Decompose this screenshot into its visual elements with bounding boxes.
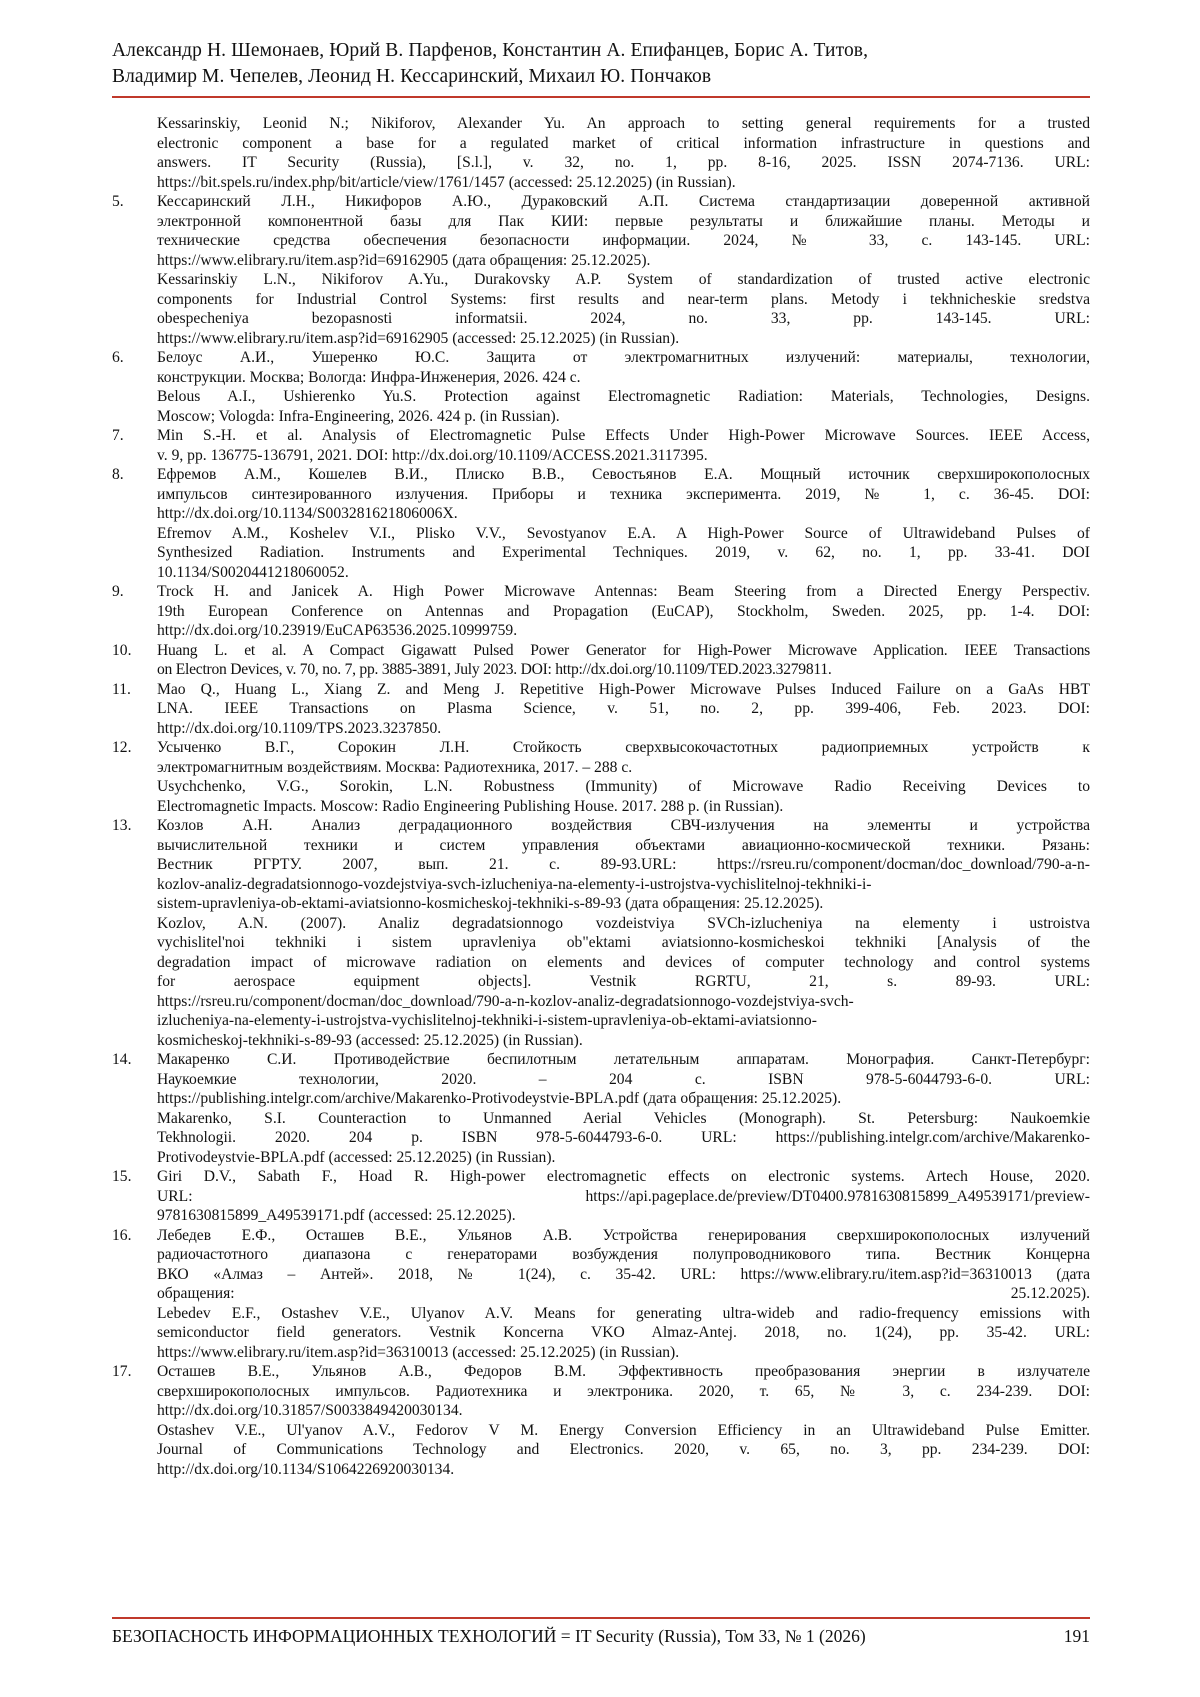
reference-line: Huang L. et al. A Compact Gigawatt Pulsed Power Generator for High-Power Microwave Application. IEEE Transactions	[157, 641, 1090, 659]
reference-item	[112, 738, 1090, 816]
reference-number: 5.	[112, 193, 124, 210]
reference-line: http://dx.doi.org/10.1134/S1064226920030134.	[157, 1460, 455, 1478]
reference-line: конструкции. Москва; Вологда: Инфра-Инженерия, 2026. 424 с.	[157, 368, 581, 386]
reference-line: технические средства обеспечения безопасности информации. 2024, № 33, с. 143-145. URL:	[157, 232, 1090, 249]
reference-item	[112, 1167, 1090, 1226]
reference-number: 16.	[112, 1226, 132, 1244]
reference-line: Ефремов А.М., Кошелев В.И., Плиско В.В., Севостьянов Е.А. Мощный источник сверхширокополосных	[157, 466, 1090, 483]
reference-item	[112, 1050, 1090, 1167]
reference-text	[157, 465, 1090, 582]
reference-line: obespecheniya bezopasnosti informatsii. 2024, no. 33, pp. 143-145. URL:	[157, 310, 1090, 327]
reference-line: kosmicheskoj-tekhniki-s-89-93 (accessed: 25.12.2025) (in Russian).	[157, 1031, 583, 1049]
reference-number	[112, 114, 157, 192]
journal-title: БЕЗОПАСНОСТЬ ИНФОРМАЦИОННЫХ ТЕХНОЛОГИЙ = IT Security (Russia), Том 33, № 1 (2026)	[112, 1626, 866, 1646]
reference-line: Ostashev V.E., Ul'yanov A.V., Fedorov V M. Energy Conversion Efficiency in an Ultrawideband Pulse Emitter.	[157, 1421, 1090, 1439]
reference-number: 14.	[112, 1051, 132, 1068]
reference-line: Electromagnetic Impacts. Moscow: Radio Engineering Publishing House. 2017. 288 p. (in Russian).	[157, 797, 784, 815]
reference-line: v. 9, pp. 136775-136791, 2021. DOI: http://dx.doi.org/10.1109/ACCESS.2021.3117395.	[157, 446, 708, 464]
footer-rule	[112, 1617, 1090, 1619]
reference-line: Lebedev E.F., Ostashev V.E., Ulyanov A.V. Means for generating ultra-wideb and radio-frequency emissions with	[157, 1304, 1090, 1322]
reference-line: on Electron Devices, v. 70, no. 7, pp. 3885-3891, July 2023. DOI: http://dx.doi.org/10.1109/TED.2023.3279811.	[157, 661, 832, 678]
reference-line: electronic component a base for a regulated market of critical information infrastructure in questions and	[157, 134, 1090, 152]
reference-line: Кессаринский Л.Н., Никифоров А.Ю., Дураковский А.П. Система стандартизации доверенной активной	[157, 193, 1090, 210]
reference-number: 12.	[112, 739, 132, 756]
reference-line: sistem-upravleniya-ob-ektami-aviatsionno-kosmicheskoj-tekhniki-s-89-93 (дата обращения: 25.12.2025).	[157, 895, 824, 912]
reference-line: обращения: 25.12.2025).	[157, 1285, 1090, 1302]
reference-text	[157, 641, 1090, 680]
reference-line: Козлов А.Н. Анализ деградационного воздействия СВЧ-излучения на элементы и устройства	[157, 817, 1090, 834]
reference-line: https://publishing.intelgr.com/archive/Makarenko-Protivodeystvie-BPLA.pdf (дата обращения: 25.12.2025).	[157, 1090, 842, 1107]
reference-number: 15.	[112, 1168, 132, 1185]
reference-line: Efremov A.M., Koshelev V.I., Plisko V.V., Sevostyanov E.A. A High-Power Source of Ultrawideband Pulses of	[157, 524, 1090, 542]
header-rule	[112, 96, 1090, 98]
reference-line: https://rsreu.ru/component/docman/doc_download/790-a-n-kozlov-analiz-degradatsionnogo-vozdejstviya-svch-	[157, 992, 854, 1010]
reference-line: Kozlov, A.N. (2007). Analiz degradatsionnogo vozdeistviya SVCh-izlucheniya na elementy i ustroistva	[157, 914, 1090, 932]
reference-text	[157, 582, 1090, 641]
reference-line: https://www.elibrary.ru/item.asp?id=69162905 (accessed: 25.12.2025) (in Russian).	[157, 329, 680, 347]
reference-line: Belous A.I., Ushierenko Yu.S. Protection against Electromagnetic Radiation: Materials, Technologies, Designs.	[157, 388, 1090, 405]
reference-line: http://dx.doi.org/10.31857/S0033849420030134.	[157, 1402, 463, 1419]
reference-line: Journal of Communications Technology and Electronics. 2020, v. 65, no. 3, pp. 234-239. DOI:	[157, 1441, 1090, 1458]
reference-line: Наукоемкие технологии, 2020. – 204 с. ISBN 978-5-6044793-6-0. URL:	[157, 1070, 1090, 1088]
reference-line: Kessarinskiy L.N., Nikiforov A.Yu., Durakovsky A.P. System of standardization of trusted active electronic	[157, 271, 1090, 288]
reference-text	[157, 348, 1090, 426]
reference-line: http://dx.doi.org/10.1134/S003281621806006X.	[157, 505, 458, 522]
reference-item	[112, 582, 1090, 641]
reference-item	[112, 641, 1090, 680]
reference-line: LNA. IEEE Transactions on Plasma Science, v. 51, no. 2, pp. 399-406, Feb. 2023. DOI:	[157, 700, 1090, 717]
page-number: 191	[1063, 1626, 1090, 1646]
running-header	[112, 38, 1090, 90]
reference-line: Mao Q., Huang L., Xiang Z. and Meng J. Repetitive High-Power Microwave Pulses Induced Failure on a GaAs HBT	[157, 680, 1090, 698]
reference-line: URL: https://api.pageplace.de/preview/DT0400.9781630815899_A49539171/preview-	[157, 1187, 1090, 1205]
reference-number: 7.	[112, 427, 124, 444]
reference-line: 19th European Conference on Antennas and Propagation (EuCAP), Stockholm, Sweden. 2025, pp. 1-4. DOI:	[157, 602, 1090, 620]
reference-line: https://www.elibrary.ru/item.asp?id=36310013 (accessed: 25.12.2025) (in Russian).	[157, 1343, 680, 1361]
reference-text	[157, 1050, 1090, 1167]
reference-line: ВКО «Алмаз – Антей». 2018, № 1(24), с. 35-42. URL: https://www.elibrary.ru/item.asp?id=36310013 (дата	[157, 1265, 1090, 1283]
reference-line: Вестник РГРТУ. 2007, вып. 21. с. 89-93.URL: https://rsreu.ru/component/docman/doc_download/790-a-n-	[157, 856, 1090, 873]
reference-line: Tekhnologii. 2020. 204 p. ISBN 978-5-6044793-6-0. URL: https://publishing.intelgr.com/archive/Makarenko-	[157, 1129, 1090, 1146]
reference-line: izlucheniya-na-elementy-i-ustrojstva-vychislitelnoj-tekhniki-i-sistem-upravleniya-ob-ektami-aviatsionno-	[157, 1012, 817, 1029]
reference-line: Synthesized Radiation. Instruments and Experimental Techniques. 2019, v. 62, no. 1, pp. 33-41. DOI	[157, 544, 1090, 561]
reference-line: Лебедев Е.Ф., Осташев В.Е., Ульянов А.В. Устройства генерирования сверхширокополосных излучений	[157, 1226, 1090, 1244]
reference-item	[112, 114, 1090, 192]
reference-line: электронной компонентной базы для Пак КИИ: первые результаты и ближайшие планы. Методы и	[157, 212, 1090, 230]
reference-line: Moscow; Vologda: Infra-Engineering, 2026. 424 p. (in Russian).	[157, 407, 560, 425]
reference-text	[157, 426, 1090, 465]
reference-line: вычислительной техники и систем управления объектами авиационно-космической техники. Рязань:	[157, 836, 1090, 854]
reference-item	[112, 1362, 1090, 1479]
reference-text	[157, 738, 1090, 816]
reference-line: https://www.elibrary.ru/item.asp?id=69162905 (дата обращения: 25.12.2025).	[157, 251, 651, 269]
reference-line: degradation impact of microwave radiation on elements and devices of computer technology and control systems	[157, 953, 1090, 971]
reference-number: 9.	[112, 583, 124, 600]
reference-line: Белоус А.И., Ушеренко Ю.С. Защита от электромагнитных излучений: материалы, технологии,	[157, 349, 1090, 366]
reference-item	[112, 816, 1090, 1050]
reference-line: электромагнитным воздействиям. Москва: Радиотехника, 2017. – 288 с.	[157, 758, 633, 776]
reference-number: 17.	[112, 1363, 132, 1380]
reference-text	[157, 680, 1090, 739]
reference-line: Kessarinskiy, Leonid N.; Nikiforov, Alexander Yu. An approach to setting general requirements for a trusted	[157, 115, 1090, 132]
reference-line: http://dx.doi.org/10.1109/TPS.2023.3237850.	[157, 719, 442, 737]
reference-text	[157, 114, 1090, 192]
reference-text	[157, 1362, 1090, 1479]
reference-line: Makarenko, S.I. Counteraction to Unmanned Aerial Vehicles (Monograph). St. Petersburg: Naukoemkie	[157, 1109, 1090, 1127]
reference-line: Min S.-H. et al. Analysis of Electromagnetic Pulse Effects Under High-Power Microwave Sources. IEEE Access,	[157, 427, 1090, 444]
reference-number: 8.	[112, 466, 124, 483]
reference-item	[112, 192, 1090, 348]
reference-line: semiconductor field generators. Vestnik Koncerna VKO Almaz-Antej. 2018, no. 1(24), pp. 35-42. URL:	[157, 1324, 1090, 1341]
reference-line: Макаренко С.И. Противодействие беспилотным летательным аппаратам. Монография. Санкт-Петербург:	[157, 1051, 1090, 1068]
reference-line: for aerospace equipment objects]. Vestnik RGRTU, 21, s. 89-93. URL:	[157, 973, 1090, 990]
reference-text	[157, 192, 1090, 348]
reference-list	[112, 114, 1090, 1479]
running-footer	[112, 1624, 1090, 1648]
reference-number: 10.	[112, 641, 132, 659]
reference-line: Protivodeystvie-BPLA.pdf (accessed: 25.12.2025) (in Russian).	[157, 1148, 556, 1166]
reference-line: components for Industrial Control Systems: first results and near-term plans. Metody i tekhnicheskie sredstva	[157, 290, 1090, 308]
reference-line: 9781630815899_A49539171.pdf (accessed: 25.12.2025).	[157, 1207, 516, 1224]
reference-line: Trock H. and Janicek A. High Power Microwave Antennas: Beam Steering from a Directed Energy Perspectiv.	[157, 583, 1090, 600]
authors-line-2: Владимир М. Чепелев, Леонид Н. Кессаринский, Михаил Ю. Пончаков	[112, 66, 712, 87]
reference-text	[157, 816, 1090, 1050]
reference-line: https://bit.spels.ru/index.php/bit/article/view/1761/1457 (accessed: 25.12.2025) (in Russian).	[157, 173, 736, 191]
reference-number: 11.	[112, 680, 131, 698]
reference-line: http://dx.doi.org/10.23919/EuCAP63536.2025.10999759.	[157, 622, 518, 639]
reference-line: kozlov-analiz-degradatsionnogo-vozdejstviya-svch-izlucheniya-na-elementy-i-ustrojstva-vychislitelnoj-tekhniki-i-	[157, 875, 872, 893]
reference-number: 6.	[112, 349, 124, 366]
reference-number: 13.	[112, 817, 132, 834]
reference-item	[112, 1226, 1090, 1363]
reference-line: 10.1134/S0020441218060052.	[157, 563, 349, 581]
reference-item	[112, 426, 1090, 465]
reference-text	[157, 1167, 1090, 1226]
reference-line: сверхширокополосных импульсов. Радиотехника и электроника. 2020, т. 65, № 3, с. 234-239. DOI:	[157, 1382, 1090, 1400]
reference-text	[157, 1226, 1090, 1363]
reference-item	[112, 465, 1090, 582]
reference-line: радиочастотного диапазона с генераторами возбуждения полупроводникового типа. Вестник Концерна	[157, 1246, 1090, 1263]
reference-line: vychislitel'noi tekhniki i sistem upravleniya ob"ektami aviatsionno-kosmicheskoi tekhniki [Analysis of the	[157, 934, 1090, 951]
reference-item	[112, 348, 1090, 426]
authors-line-1: Александр Н. Шемонаев, Юрий В. Парфенов, Константин А. Епифанцев, Борис А. Титов,	[112, 40, 869, 61]
reference-item	[112, 680, 1090, 739]
reference-line: импульсов синтезированного излучения. Приборы и техника эксперимента. 2019, № 1, с. 36-45. DOI:	[157, 485, 1090, 503]
reference-line: Usychchenko, V.G., Sorokin, L.N. Robustness (Immunity) of Microwave Radio Receiving Devices to	[157, 778, 1090, 795]
reference-line: Усыченко В.Г., Сорокин Л.Н. Стойкость сверхвысокочастотных радиоприемных устройств к	[157, 739, 1090, 756]
reference-line: answers. IT Security (Russia), [S.l.], v. 32, no. 1, pp. 8-16, 2025. ISSN 2074-7136. URL:	[157, 154, 1090, 171]
reference-line: Giri D.V., Sabath F., Hoad R. High-power electromagnetic effects on electronic systems. Artech House, 2020.	[157, 1168, 1090, 1185]
reference-line: Осташев В.Е., Ульянов А.В., Федоров В.М. Эффективность преобразования энергии в излучателе	[157, 1363, 1090, 1380]
